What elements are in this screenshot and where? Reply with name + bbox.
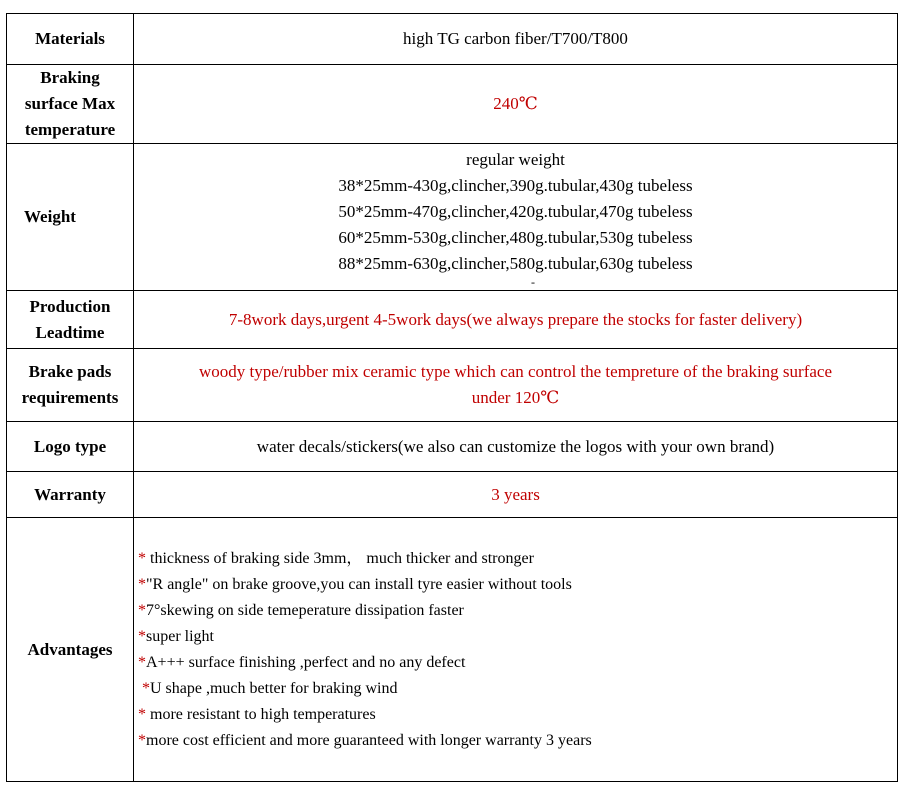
advantage-text: A+++ surface finishing ,perfect and no any defect: [146, 653, 466, 671]
advantages-label: Advantages: [7, 518, 134, 782]
bullet-star: *: [138, 705, 146, 723]
materials-label: Materials: [7, 14, 134, 65]
advantage-item: [138, 650, 897, 676]
logo-type-label: Logo type: [7, 422, 134, 472]
logo-type-value: water decals/stickers(we also can customize the logos with your own brand): [134, 422, 898, 472]
advantage-text: more resistant to high temperatures: [146, 705, 376, 723]
weight-line: 88*25mm-630g,clincher,580g.tubular,630g tubeless: [338, 254, 693, 273]
advantage-item: [138, 598, 897, 624]
bullet-star: *: [138, 549, 146, 567]
advantage-text: super light: [146, 627, 214, 645]
brake-pads-label-line: requirements: [21, 388, 119, 407]
advantage-item: [138, 702, 897, 728]
row-advantages: [7, 518, 898, 782]
advantage-item: [138, 676, 897, 702]
production-leadtime-label: [7, 291, 134, 349]
advantage-item: [138, 624, 897, 650]
weight-value: [134, 144, 898, 291]
bullet-star: *: [142, 679, 150, 697]
weight-line: regular weight: [466, 150, 565, 169]
advantage-item: [138, 728, 897, 754]
brake-pads-value-line: woody type/rubber mix ceramic type which can control the tempreture of the braking surface: [198, 362, 832, 381]
brake-pads-value-line: under 120℃: [471, 388, 560, 407]
braking-temperature-label-line: Braking: [40, 68, 100, 87]
advantage-text: U shape ,much better for braking wind: [150, 679, 398, 697]
row-brake-pads: [7, 349, 898, 422]
row-materials: [7, 14, 898, 65]
weight-line: 38*25mm-430g,clincher,390g.tubular,430g tubeless: [338, 176, 693, 195]
row-warranty: [7, 472, 898, 518]
advantage-item: [138, 546, 897, 572]
brake-pads-value: [134, 349, 898, 422]
bullet-star: *: [138, 601, 146, 619]
warranty-value: 3 years: [134, 472, 898, 518]
advantage-text: "R angle" on brake groove,you can install tyre easier without tools: [146, 575, 572, 593]
row-weight: [7, 144, 898, 291]
braking-temperature-value: 240℃: [134, 65, 898, 144]
braking-temperature-label-line: surface Max: [24, 94, 116, 113]
bullet-star: *: [138, 653, 146, 671]
bullet-star: *: [138, 575, 146, 593]
advantage-text: more cost efficient and more guaranteed with longer warranty 3 years: [146, 731, 592, 749]
row-production-leadtime: [7, 291, 898, 349]
advantage-text: thickness of braking side 3mm， much thicker and stronger: [146, 549, 534, 567]
brake-pads-label-line: Brake pads: [28, 362, 112, 381]
warranty-label: Warranty: [7, 472, 134, 518]
spec-table: [6, 13, 898, 782]
bullet-star: *: [138, 731, 146, 749]
advantage-item: [138, 572, 897, 598]
braking-temperature-label-line: temperature: [24, 120, 116, 139]
row-braking-temperature: [7, 65, 898, 144]
weight-trailing-mark: -: [531, 275, 535, 289]
production-leadtime-value: 7-8work days,urgent 4-5work days(we always prepare the stocks for faster delivery): [134, 291, 898, 349]
weight-label: Weight: [7, 144, 134, 291]
braking-temperature-label: [7, 65, 134, 144]
advantage-text: 7°skewing on side temeperature dissipation faster: [146, 601, 464, 619]
production-leadtime-label-line: Production: [29, 296, 111, 316]
production-leadtime-label-line: Leadtime: [35, 322, 105, 342]
bullet-star: *: [138, 627, 146, 645]
weight-line: 60*25mm-530g,clincher,480g.tubular,530g tubeless: [338, 228, 693, 247]
advantages-value: [134, 518, 898, 782]
row-logo-type: [7, 422, 898, 472]
materials-value: high TG carbon fiber/T700/T800: [134, 14, 898, 65]
advantages-list: [138, 546, 897, 754]
brake-pads-label: [7, 349, 134, 422]
weight-line: 50*25mm-470g,clincher,420g.tubular,470g tubeless: [338, 202, 693, 221]
